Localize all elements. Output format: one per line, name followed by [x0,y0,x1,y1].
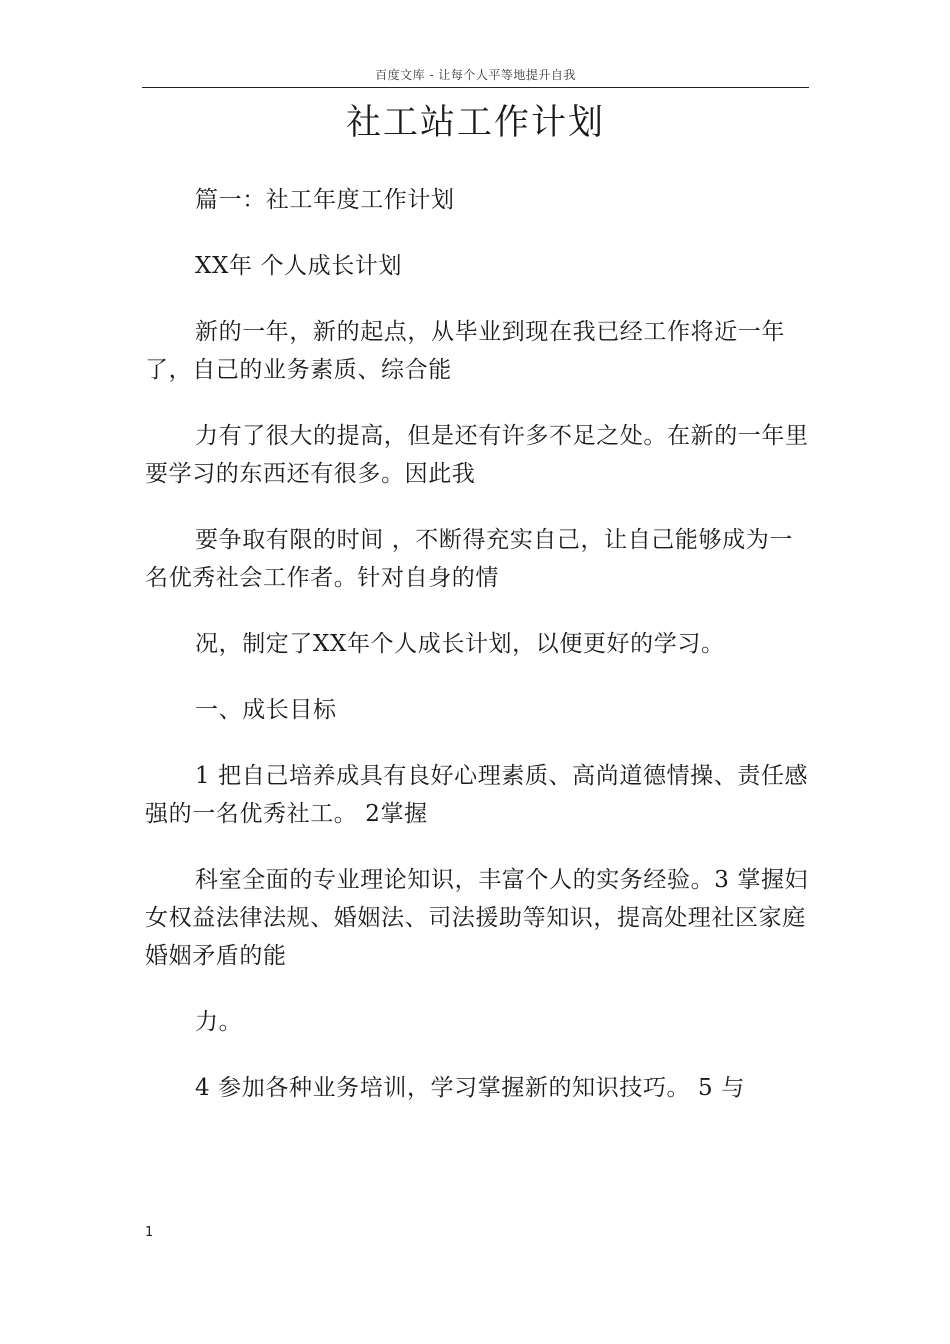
page-header: 百度文库 - 让每个人平等地提升自我 [375,68,576,82]
paragraph: 一、成长目标 [195,697,337,723]
paragraph: 4 参加各种业务培训，学习掌握新的知识技巧。 5 与 [195,1075,745,1101]
paragraph: 况，制定了XX年个人成长计划，以便更好的学习。 [195,631,725,657]
paragraph: 力有了很大的提高，但是还有许多不足之处。在新的一年里要学习的东西还有很多。因此我 [145,423,809,487]
paragraph: 要争取有限的时间 ，不断得充实自己，让自己能够成为一名优秀社会工作者。针对自身的情 [145,527,793,591]
page-number: 1 [145,1225,154,1240]
paragraph: XX年 个人成长计划 [195,253,403,279]
paragraph: 科室全面的专业理论知识，丰富个人的实务经验。3 掌握妇女权益法律法规、婚姻法、司法援助等知识，提高处理社区家庭婚姻矛盾的能 [145,867,809,969]
paragraph: 1 把自己培养成具有良好心理素质、高尚道德情操、责任感强的一名优秀社工。 2掌握 [145,763,809,827]
paragraph: 新的一年，新的起点，从毕业到现在我已经工作将近一年了，自己的业务素质、综合能 [145,319,785,383]
paragraph: 篇一：社工年度工作计划 [195,187,455,213]
document-body [145,181,809,1135]
paragraph: 力。 [195,1009,243,1035]
header-divider [142,87,809,88]
document-title: 社工站工作计划 [345,103,605,143]
